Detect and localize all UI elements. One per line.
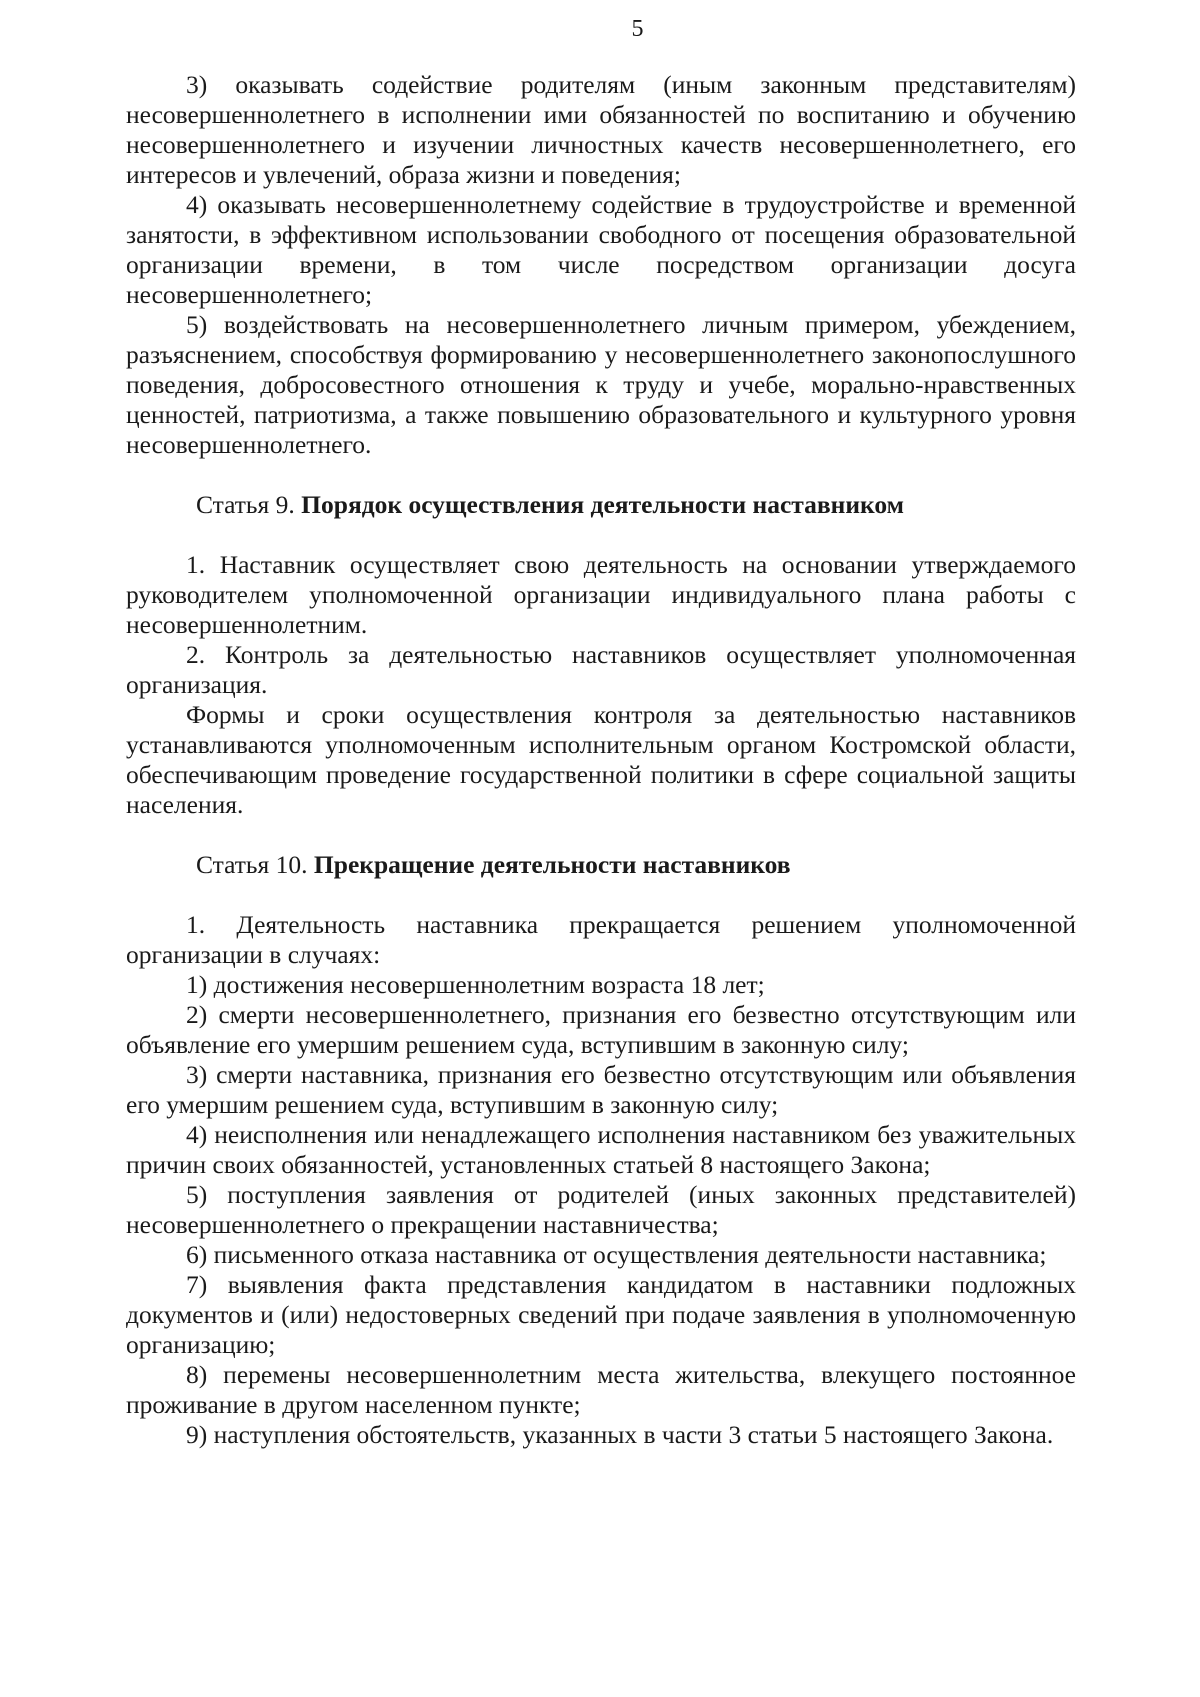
list-item: 8) перемены несовершеннолетним места жительства, влекущего постоянное проживание в другом населенном пункте; — [126, 1360, 1076, 1419]
list-item: 3) смерти наставника, признания его безвестно отсутствующим или объявления его умершим решением суда, вступившим в законную силу; — [126, 1060, 1076, 1119]
page-number: 5 — [631, 16, 644, 42]
list-item: 3) оказывать содействие родителям (иным законным представителям) несовершеннолетнего в исполнении ими обязанностей по воспитанию и обучению несовершеннолетнего и изучении личностных качеств несовершеннолетнего, его интересов и увлечений, образа жизни и поведения; — [126, 70, 1076, 189]
document-body — [126, 70, 1076, 1450]
article-9-heading — [126, 490, 1076, 520]
list-item: 1) достижения несовершеннолетним возраста 18 лет; — [186, 970, 765, 999]
article-10-title: Прекращение деятельности наставников — [313, 850, 791, 879]
article-9-body — [126, 550, 1076, 820]
article-10-body — [126, 910, 1076, 1450]
list-item: 2) смерти несовершеннолетнего, признания его безвестно отсутствующим или объявление его умершим решением суда, вступившим в законную силу; — [126, 1000, 1076, 1059]
article-9-prefix: Статья 9. — [196, 490, 302, 519]
article-10-heading — [126, 850, 1076, 880]
list-item: 6) письменного отказа наставника от осуществления деятельности наставника; — [186, 1240, 1047, 1269]
paragraph: 1. Наставник осуществляет свою деятельность на основании утверждаемого руководителем уполномоченной организации индивидуального плана работы с несовершеннолетним. — [126, 550, 1076, 639]
paragraph: 1. Деятельность наставника прекращается решением уполномоченной организации в случаях: — [126, 910, 1076, 969]
section-top — [126, 70, 1076, 460]
paragraph: Формы и сроки осуществления контроля за деятельностью наставников устанавливаются уполномоченным исполнительным органом Костромской области, обеспечивающим проведение государственной политики в сфере социальной защиты населения. — [126, 700, 1076, 819]
paragraph: 2. Контроль за деятельностью наставников осуществляет уполномоченная организация. — [126, 640, 1076, 699]
list-item: 7) выявления факта представления кандидатом в наставники подложных документов и (или) недостоверных сведений при подаче заявления в уполномоченную организацию; — [126, 1270, 1076, 1359]
list-item: 5) воздействовать на несовершеннолетнего личным примером, убеждением, разъяснением, способствуя формированию у несовершеннолетнего законопослушного поведения, добросовестного отношения к труду и учебе, морально-нравственных ценностей, патриотизма, а также повышению образовательного и культурного уровня несовершеннолетнего. — [126, 310, 1076, 459]
article-10-prefix: Статья 10. — [196, 850, 314, 879]
list-item: 4) неисполнения или ненадлежащего исполнения наставником без уважительных причин своих обязанностей, установленных статьей 8 настоящего Закона; — [126, 1120, 1076, 1179]
list-item: 5) поступления заявления от родителей (иных законных представителей) несовершеннолетнего о прекращении наставничества; — [126, 1180, 1076, 1239]
list-item: 4) оказывать несовершеннолетнему содействие в трудоустройстве и временной занятости, в эффективном использовании свободного от посещения образовательной организации времени, в том числе посредством организации досуга несовершеннолетнего; — [126, 190, 1076, 309]
article-9-title: Порядок осуществления деятельности наставником — [301, 490, 905, 519]
list-item: 9) наступления обстоятельств, указанных в части 3 статьи 5 настоящего Закона. — [186, 1420, 1054, 1449]
